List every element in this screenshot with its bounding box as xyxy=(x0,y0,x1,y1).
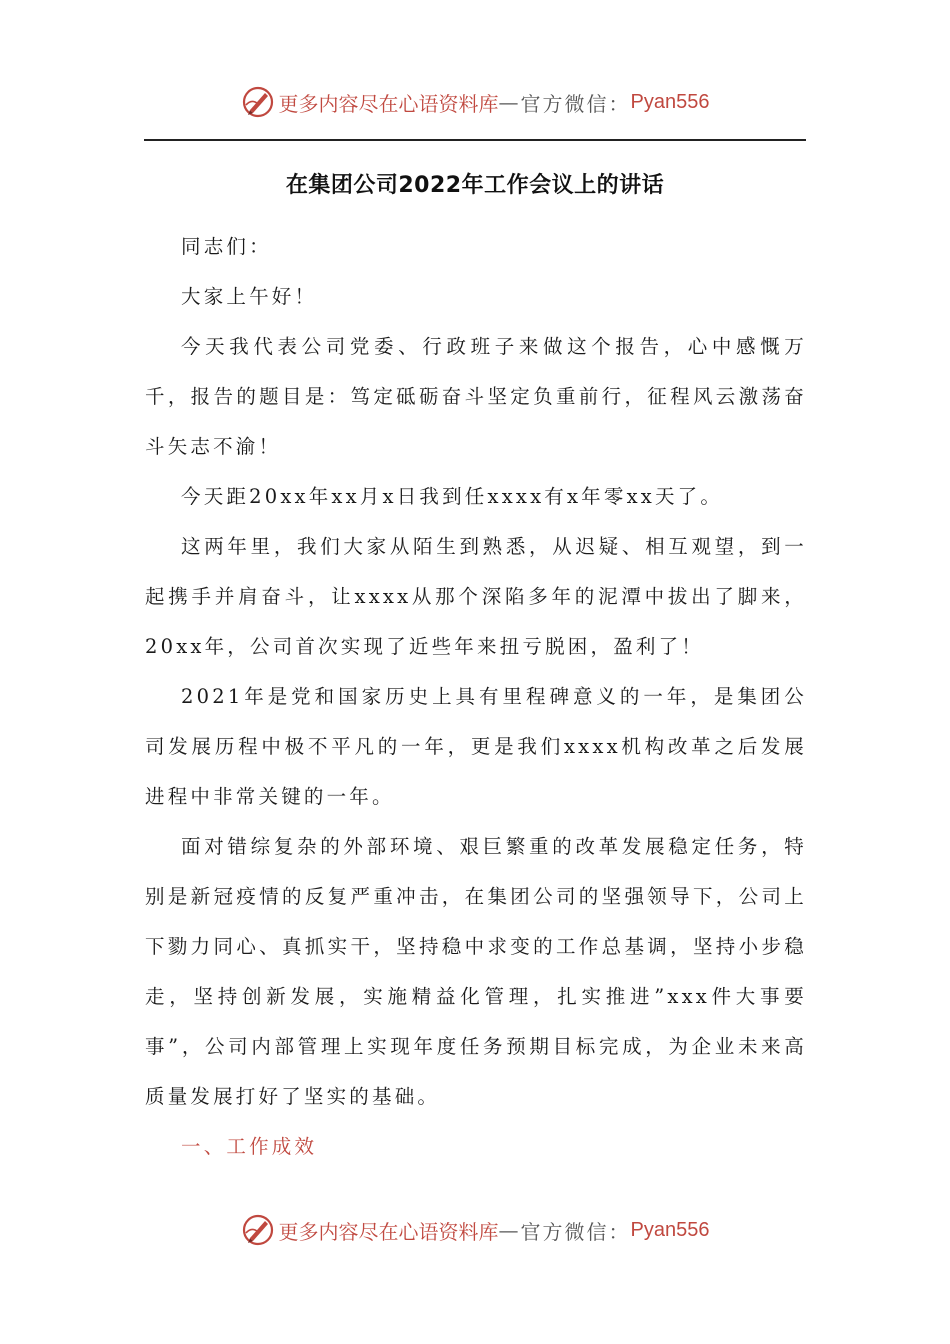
body-paragraph: 今天距20xx年xx月x日我到任xxxx有x年零xx天了。 xyxy=(181,485,724,508)
banner-wechat-id: Pyan556 xyxy=(630,90,710,113)
salutation: 同志们： xyxy=(181,235,272,258)
greeting: 大家上午好！ xyxy=(181,285,318,308)
banner-main-text: 更多内容尽在心语资料库 xyxy=(278,91,499,116)
pen-logo-icon xyxy=(241,1213,275,1247)
header-banner xyxy=(0,82,950,122)
banner-sub-text: 官方微信： xyxy=(520,1219,631,1244)
header-divider xyxy=(144,139,806,141)
document-body xyxy=(145,222,807,1172)
body-paragraph: 这两年里，我们大家从陌生到熟悉，从迟疑、相互观望，到一起携手并肩奋斗，让xxxx从那个深陷多年的泥潭中拔出了脚来，20xx年，公司首次实现了近些年来扭亏脱困，盈利了！ xyxy=(145,535,807,658)
banner-dash: — xyxy=(498,90,521,114)
pen-logo-icon xyxy=(241,85,275,119)
document-title: 在集团公司2022年工作会议上的讲话 xyxy=(285,173,665,198)
banner-dash: — xyxy=(498,1218,521,1242)
banner-main-text: 更多内容尽在心语资料库 xyxy=(278,1219,499,1244)
footer-banner xyxy=(0,1210,950,1250)
body-paragraph: 2021年是党和国家历史上具有里程碑意义的一年，是集团公司发展历程中极不平凡的一年，更是我们xxxx机构改革之后发展进程中非常关键的一年。 xyxy=(145,685,807,808)
body-paragraph: 面对错综复杂的外部环境、艰巨繁重的改革发展稳定任务，特别是新冠疫情的反复严重冲击，在集团公司的坚强领导下，公司上下勠力同心、真抓实干，坚持稳中求变的工作总基调，坚持小步稳走，坚持创新发展，实施精益化管理，扎实推进”xxx件大事要事”，公司内部管理上实现年度任务预期目标完成，为企业未来高质量发展打好了坚实的基础。 xyxy=(145,835,807,1108)
section-heading: 一、工作成效 xyxy=(181,1135,318,1158)
banner-wechat-id: Pyan556 xyxy=(630,1218,710,1241)
banner-sub-text: 官方微信： xyxy=(520,91,631,116)
body-paragraph: 今天我代表公司党委、行政班子来做这个报告，心中感慨万千，报告的题目是：笃定砥砺奋斗坚定负重前行，征程风云激荡奋斗矢志不渝！ xyxy=(145,335,807,458)
